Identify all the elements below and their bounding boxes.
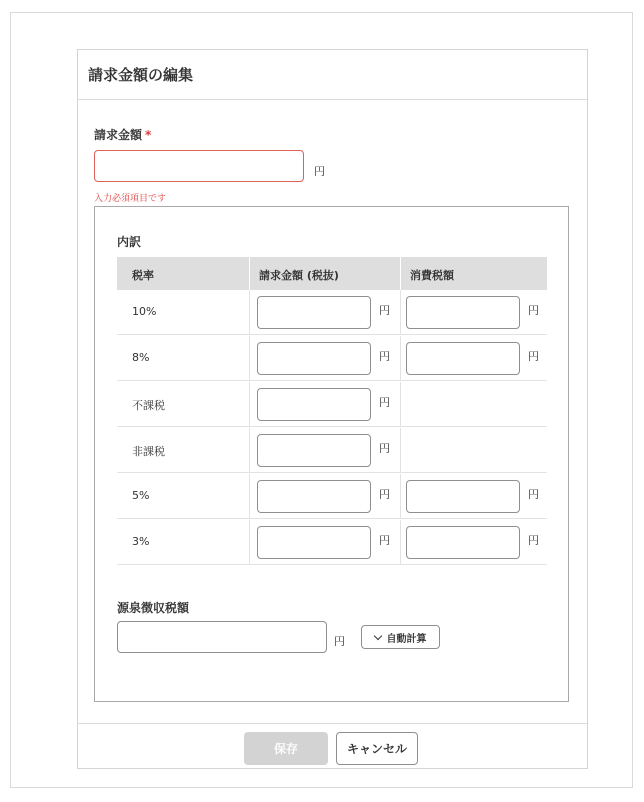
- table-row: [117, 382, 547, 427]
- withholding-label: 源泉徴収税額: [117, 601, 190, 615]
- row-amount-input[interactable]: [257, 480, 371, 513]
- row-amount-unit: 円: [379, 534, 390, 547]
- table-row: [117, 428, 547, 473]
- breakdown-title: 内訳: [117, 235, 142, 249]
- auto-calc-label: 自動計算: [386, 633, 427, 645]
- column-divider: [249, 382, 250, 427]
- amount-label: [94, 126, 151, 143]
- row-amount-unit: 円: [379, 488, 390, 501]
- dialog-footer: [78, 723, 587, 769]
- dialog-title: 請求金額の編集: [88, 66, 194, 84]
- auto-calc-button[interactable]: [361, 625, 440, 649]
- table-header: [117, 257, 547, 290]
- column-divider: [400, 474, 401, 519]
- column-divider: [400, 336, 401, 381]
- row-amount-input[interactable]: [257, 342, 371, 375]
- column-divider: [249, 520, 250, 565]
- row-amount-input[interactable]: [257, 388, 371, 421]
- chevron-down-icon: [373, 631, 381, 639]
- breakdown-panel: [94, 206, 569, 702]
- row-amount-input[interactable]: [257, 434, 371, 467]
- row-rate: 8%: [132, 351, 150, 364]
- column-divider: [400, 520, 401, 565]
- amount-unit: 円: [314, 165, 325, 178]
- row-amount-input[interactable]: [257, 296, 371, 329]
- row-rate: 5%: [132, 489, 150, 502]
- row-tax-unit: 円: [528, 304, 539, 317]
- row-tax-input[interactable]: [406, 296, 520, 329]
- amount-input[interactable]: [94, 150, 304, 182]
- row-tax-input[interactable]: [406, 526, 520, 559]
- row-tax-unit: 円: [528, 488, 539, 501]
- row-rate: 非課税: [132, 445, 165, 458]
- edit-amount-dialog: [77, 49, 588, 769]
- required-mark: *: [145, 128, 152, 142]
- header-divider: [400, 257, 401, 290]
- table-row: [117, 290, 547, 335]
- column-divider: [249, 474, 250, 519]
- save-button[interactable]: 保存: [244, 732, 328, 765]
- row-tax-unit: 円: [528, 534, 539, 547]
- row-amount-unit: 円: [379, 350, 390, 363]
- header-divider: [249, 257, 250, 290]
- row-tax-unit: 円: [528, 350, 539, 363]
- dialog-header: [78, 50, 587, 100]
- column-divider: [400, 290, 401, 335]
- table-row: [117, 520, 547, 565]
- column-divider: [400, 382, 401, 427]
- row-amount-unit: 円: [379, 304, 390, 317]
- table-row: [117, 474, 547, 519]
- header-amount: 請求金額 (税抜): [259, 269, 339, 282]
- column-divider: [249, 290, 250, 335]
- outer-frame: [10, 12, 633, 788]
- withholding-unit: 円: [334, 635, 345, 648]
- row-amount-input[interactable]: [257, 526, 371, 559]
- row-tax-input[interactable]: [406, 342, 520, 375]
- amount-label-text: 請求金額: [94, 128, 143, 142]
- row-amount-unit: 円: [379, 396, 390, 409]
- row-amount-unit: 円: [379, 442, 390, 455]
- header-rate: 税率: [132, 269, 154, 282]
- column-divider: [400, 428, 401, 473]
- header-tax: 消費税額: [410, 269, 454, 282]
- row-tax-input[interactable]: [406, 480, 520, 513]
- withholding-input[interactable]: [117, 621, 327, 653]
- cancel-button[interactable]: キャンセル: [336, 732, 418, 765]
- row-rate: 10%: [132, 305, 157, 318]
- column-divider: [249, 336, 250, 381]
- row-rate: 不課税: [132, 399, 165, 412]
- amount-error-message: 入力必須項目です: [94, 194, 167, 204]
- column-divider: [249, 428, 250, 473]
- row-rate: 3%: [132, 535, 150, 548]
- table-row: [117, 336, 547, 381]
